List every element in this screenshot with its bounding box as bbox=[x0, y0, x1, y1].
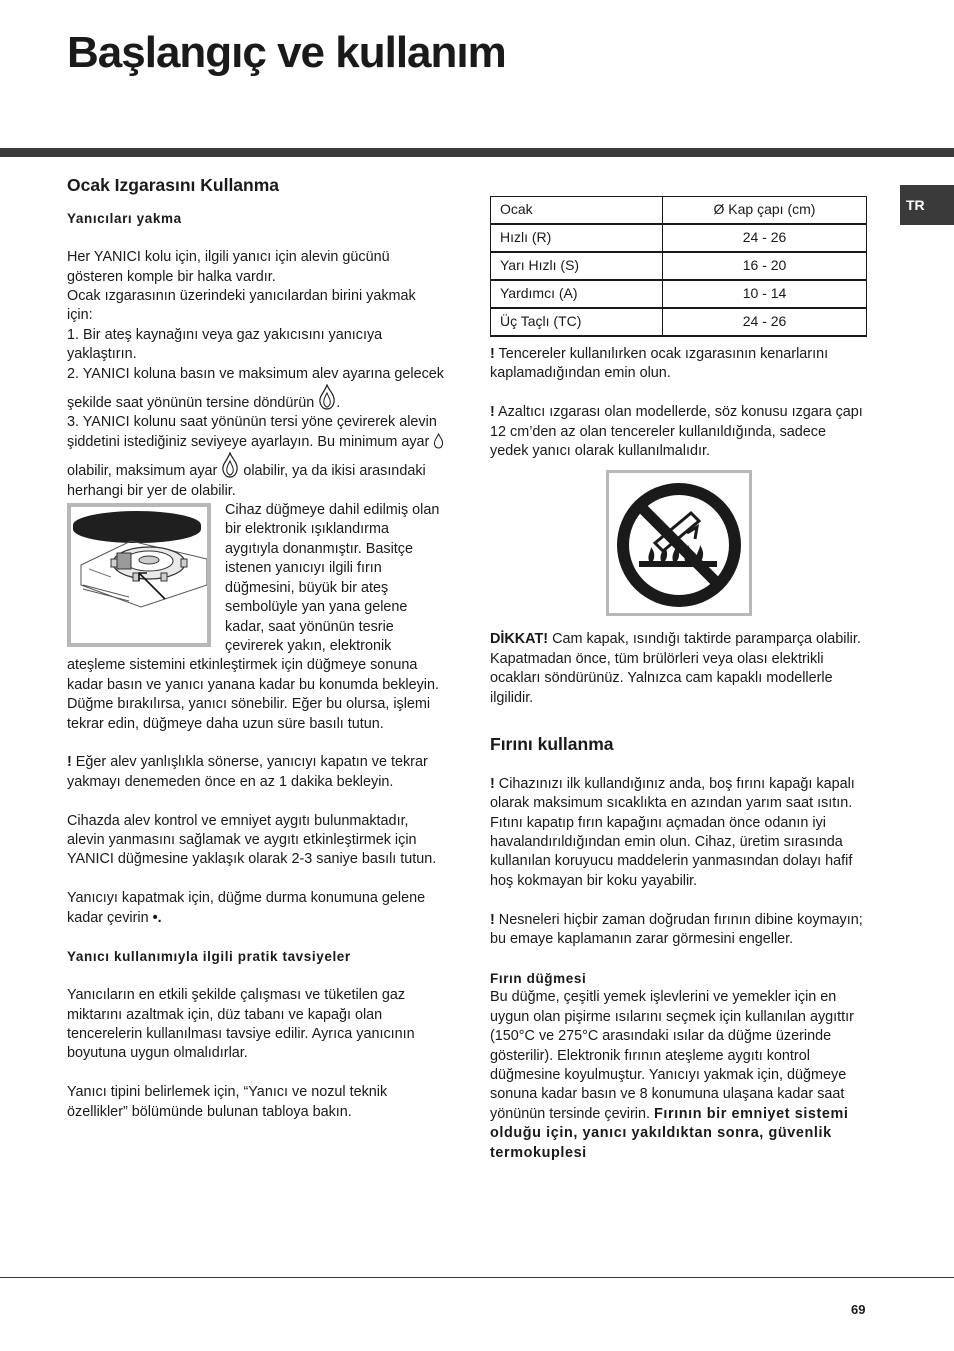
paragraph-burner-type: Yanıcı tipini belirlemek için, “Yanıcı ve nozul teknik özellikler” bölümünde bulunan tabloya bakın. bbox=[67, 1084, 388, 1120]
caution-label: DİKKAT! bbox=[490, 631, 549, 648]
paragraph-light-intro: Ocak ızgarasının üzerindeki yanıcılardan birini yakmak için: bbox=[67, 288, 416, 324]
table-header-cell: Ø Kap çapı (cm) bbox=[663, 197, 867, 225]
caution-paragraph bbox=[490, 630, 867, 708]
large-flame-icon bbox=[221, 452, 239, 478]
footer-divider bbox=[0, 1277, 954, 1278]
left-column bbox=[67, 176, 445, 1122]
paragraph-ignition: Cihaz düğmeye dahil edilmiş olan bir elektronik ışıklandırma aygıtıyla donanmıştır. Basitçe istenen yanıcıyı ilgili fırın düğmesini, büyük bir ateş sembolüyle yan yana gelene kadar, saat yönünün tesrie çevirerek yakın, elektronik ateşleme sistemini etkinleştirmek için düğmeye sonuna kadar basın ve yanıcı yanana kadar bu konumda bekleyin. Düğme bırakılırsa, yanıcı sönebilir. Eğer bu olursa, işlemi tekrar edin, düğmeye daha uzun süre basılı tutun. bbox=[67, 502, 440, 732]
warning-mark: ! bbox=[490, 911, 495, 928]
table-cell: Üç Taçlı (TC) bbox=[491, 308, 663, 336]
language-badge: TR bbox=[900, 185, 954, 225]
tips-subheading: Yanıcı kullanımıyla ilgili pratik tavsiyeler bbox=[67, 949, 351, 965]
small-flame-icon bbox=[433, 433, 444, 449]
step-3-text-a: 3. YANICI kolunu saat yönünün tersi yöne çevirerek alevin şiddetini istediğiniz seviyeye ayarlayın. Bu minimum ayar bbox=[67, 414, 437, 450]
oven-knob-subheading: Fırın düğmesi bbox=[490, 970, 587, 986]
oven-heading: Fırını kullanma bbox=[490, 734, 614, 755]
note-edges bbox=[490, 345, 867, 384]
table-cell: 16 - 20 bbox=[663, 252, 867, 280]
table-cell: 10 - 14 bbox=[663, 280, 867, 308]
warning-mark: ! bbox=[67, 754, 72, 771]
table-header-row bbox=[491, 197, 867, 225]
right-column bbox=[490, 196, 867, 1163]
note-edges-text: Tencereler kullanılırken ocak ızgarasının kenarlarını kaplamadığından emin olun. bbox=[490, 346, 829, 382]
paragraph-tips: Yanıcıların en etkili şekilde çalışması ve tüketilen gaz miktarını azaltmak için, düz tabanı ve kapağı olan tencerelerin kullanılması tavsiye edilir. Ayrıca yanıcının boyutuna uygun olmalıdırlar. bbox=[67, 987, 415, 1062]
page-number: 69 bbox=[851, 1302, 866, 1317]
title-divider bbox=[0, 148, 954, 157]
warning-mark: ! bbox=[490, 346, 495, 362]
page-title: Başlangıç ve kullanım bbox=[67, 28, 506, 77]
hob-heading: Ocak Izgarasını Kullanma bbox=[67, 175, 280, 195]
table-row bbox=[491, 308, 867, 336]
turn-off-text: Yanıcıyı kapatmak için, düğme durma konumuna gelene kadar çevirin bbox=[67, 890, 426, 926]
oven-first-use-text: Cihazınızı ilk kullandığınız anda, boş fırını kapağı kapalı olarak maksimum sıcaklıkta en azından yarım saat ısıtın. Fıtını kapatıp fırın kapağını açmadan önce odanın iyi havalandırıldığından emin olun. Cihaz, üretim sırasında kullanılan koruyucu maddelerin yanmasından dolayı hafif hoş kokmayan bir koku yayabilir. bbox=[490, 775, 855, 889]
no-flame-on-lid-icon bbox=[606, 470, 752, 616]
oven-knob-paragraph bbox=[490, 988, 867, 1163]
warning-flame-out bbox=[67, 753, 445, 792]
warning-mark: ! bbox=[490, 775, 495, 792]
caution-text: Cam kapak, ısındığı taktirde paramparça olabilir. Kapatmadan önce, tüm brülörleri veya olası elektrikli ocakları söndürünüz. Yalnızca cam kapaklı modellerle ilgilidir. bbox=[490, 631, 861, 706]
table-cell: Yardımcı (A) bbox=[491, 280, 663, 308]
paragraph-ring: Her YANICI kolu için, ilgili yanıcı için alevin gücünü gösteren komple bir halka vardır. bbox=[67, 249, 390, 285]
table-row bbox=[491, 280, 867, 308]
step-2 bbox=[67, 365, 445, 414]
step-2-end: . bbox=[336, 395, 341, 412]
warning-text: Eğer alev yanlışlıkla sönerse, yanıcıyı kapatın ve tekrar yakmayı denemeden önce en az 1 dakika bekleyin. bbox=[67, 754, 428, 790]
oven-knob-text: Bu düğme, çeşitli yemek işlevlerini ve yemekler için en uygun olan pişirme ısılarını seçmek için kullanılan aygıttır (150°C ve 275°C arasındaki ısılar da düğme üzerinde gösterilir). Elektronik fırının ateşleme aygıtı kontrol düğmesine koyulmuştur. Yanıcıyı yakmak için, düğmeye sonuna kadar basın ve 8 konumuna ulaşana kadar saat yönünün tersinde çevirin. bbox=[490, 989, 854, 1122]
large-flame-icon bbox=[318, 384, 336, 410]
lighting-subheading: Yanıcıları yakma bbox=[67, 211, 182, 227]
step-2-text: 2. YANICI koluna basın ve maksimum alev ayarına gelecek şekilde saat yönünün tersine döndürün bbox=[67, 365, 445, 412]
oven-objects bbox=[490, 911, 867, 950]
note-reducer-text: Azaltıcı ızgarası olan modellerde, söz konusu ızgara çapı 12 cm’den az olan tencereler kullanıldığında, sadece yedek yanıcı olarak kullanılmalıdır. bbox=[490, 404, 863, 460]
oven-first-use bbox=[490, 775, 867, 891]
burner-illustration bbox=[67, 503, 211, 647]
table-cell: Hızlı (R) bbox=[491, 224, 663, 252]
off-symbol: •. bbox=[152, 909, 162, 926]
table-cell: Yarı Hızlı (S) bbox=[491, 252, 663, 280]
note-reducer bbox=[490, 403, 867, 461]
table-row bbox=[491, 224, 867, 252]
step-1: 1. Bir ateş kaynağını veya gaz yakıcısını yanıcıya yaklaştırın. bbox=[67, 326, 383, 363]
table-row bbox=[491, 252, 867, 280]
paragraph-turn-off bbox=[67, 889, 445, 928]
step-3 bbox=[67, 413, 445, 501]
step-3-text-c: olabilir, ya da ikisi arasındaki herhangi bir yer de olabilir. bbox=[67, 463, 426, 499]
pan-size-table bbox=[490, 196, 867, 337]
table-cell: 24 - 26 bbox=[663, 308, 867, 336]
step-3-text-b: olabilir, maksimum ayar bbox=[67, 463, 218, 480]
paragraph-safety: Cihazda alev kontrol ve emniyet aygıtı bulunmaktadır, alevin yanmasını sağlamak ve aygıtı etkinleştirmek için YANICI düğmesine yaklaşık olarak 2-3 saniye basılı tutun. bbox=[67, 812, 437, 868]
table-cell: 24 - 26 bbox=[663, 224, 867, 252]
oven-objects-text: Nesneleri hiçbir zaman doğrudan fırının dibine koymayın; bu emaye kaplamanın zarar görmesini engeller. bbox=[490, 911, 863, 948]
table-header-cell: Ocak bbox=[491, 197, 663, 225]
warning-mark: ! bbox=[490, 404, 495, 421]
oven-knob-bold-text: Fırının bir emniyet sistemi olduğu için, yanıcı yakıldıktan sonra, güvenlik termokuplesi bbox=[490, 1105, 849, 1161]
